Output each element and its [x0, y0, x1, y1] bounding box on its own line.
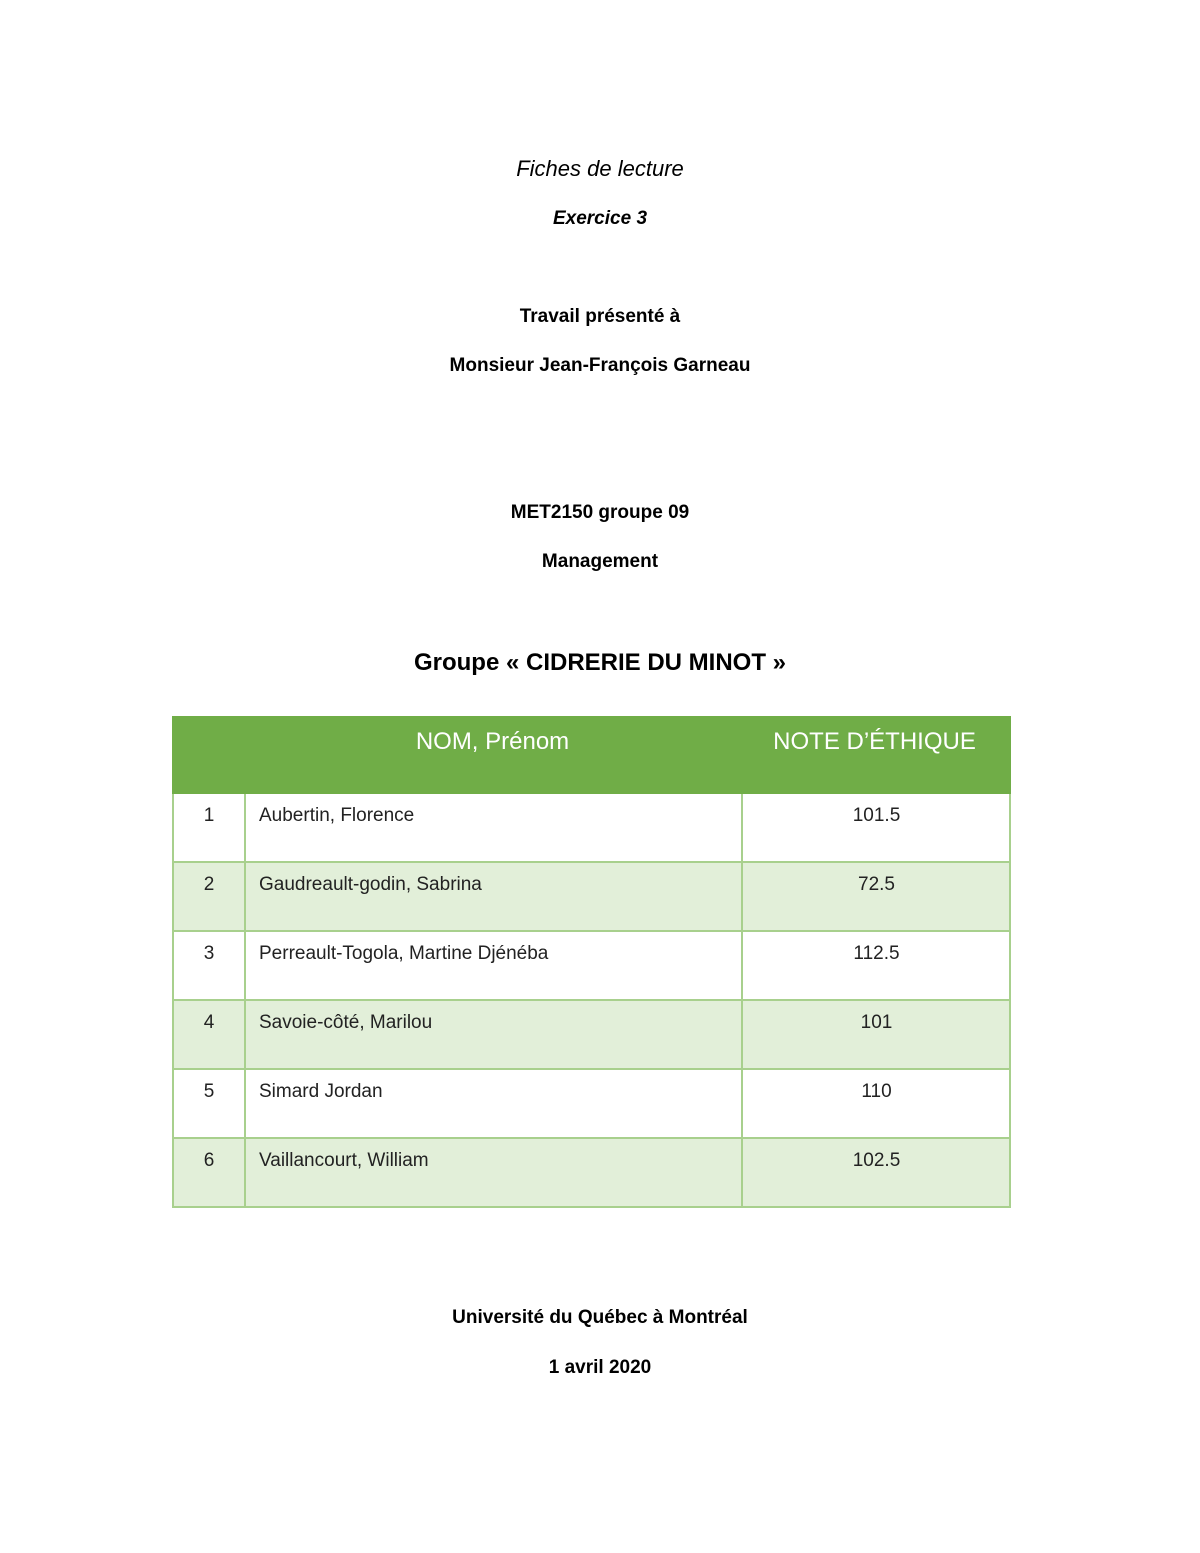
row-number: 3	[203, 943, 215, 964]
submission-date: 1 avril 2020	[548, 1357, 652, 1378]
column-divider	[244, 932, 246, 999]
exercise-label: Exercice 3	[552, 208, 648, 229]
table-row	[172, 1001, 1011, 1070]
course-code: MET2150 groupe 09	[510, 502, 690, 523]
row-number: 1	[203, 805, 215, 826]
ethics-grade: 101.5	[852, 805, 901, 826]
column-divider	[244, 1139, 246, 1206]
table-header	[172, 716, 1011, 794]
ethics-grade: 112.5	[853, 943, 900, 964]
university-name: Université du Québec à Montréal	[452, 1307, 748, 1328]
professor-name: Monsieur Jean-François Garneau	[449, 355, 751, 376]
ethics-grade: 102.5	[852, 1150, 901, 1171]
column-divider	[244, 1001, 246, 1068]
student-name: Aubertin, Florence	[259, 805, 415, 826]
student-name: Simard Jordan	[259, 1081, 383, 1102]
column-divider	[244, 1070, 246, 1137]
student-name: Savoie-côté, Marilou	[259, 1012, 433, 1033]
table-row	[172, 1139, 1011, 1208]
ethics-grade: 72.5	[858, 874, 895, 895]
table-row	[172, 863, 1011, 932]
ethics-grade: 110	[861, 1081, 892, 1102]
row-number: 6	[203, 1150, 215, 1171]
row-number: 4	[203, 1012, 215, 1033]
student-name: Gaudreault-godin, Sabrina	[259, 874, 482, 895]
student-name: Perreault-Togola, Martine Djénéba	[259, 943, 549, 964]
row-number: 5	[203, 1081, 215, 1102]
course-subject: Management	[541, 551, 659, 572]
ethics-grade: 101	[860, 1012, 893, 1033]
table-row	[172, 794, 1011, 863]
column-header-name: NOM, Prénom	[415, 728, 570, 755]
group-title: Groupe « CIDRERIE DU MINOT »	[413, 649, 787, 676]
student-name: Vaillancourt, William	[259, 1150, 429, 1171]
table-row	[172, 932, 1011, 1001]
column-header-note: NOTE D’ÉTHIQUE	[773, 728, 976, 755]
presented-to: Travail présenté à	[519, 306, 681, 327]
table-body	[172, 794, 1011, 1208]
table-row	[172, 1070, 1011, 1139]
row-number: 2	[203, 874, 215, 895]
grades-table	[172, 716, 1011, 1208]
column-divider	[244, 794, 246, 861]
column-divider	[244, 863, 246, 930]
document-title: Fiches de lecture	[516, 156, 684, 181]
